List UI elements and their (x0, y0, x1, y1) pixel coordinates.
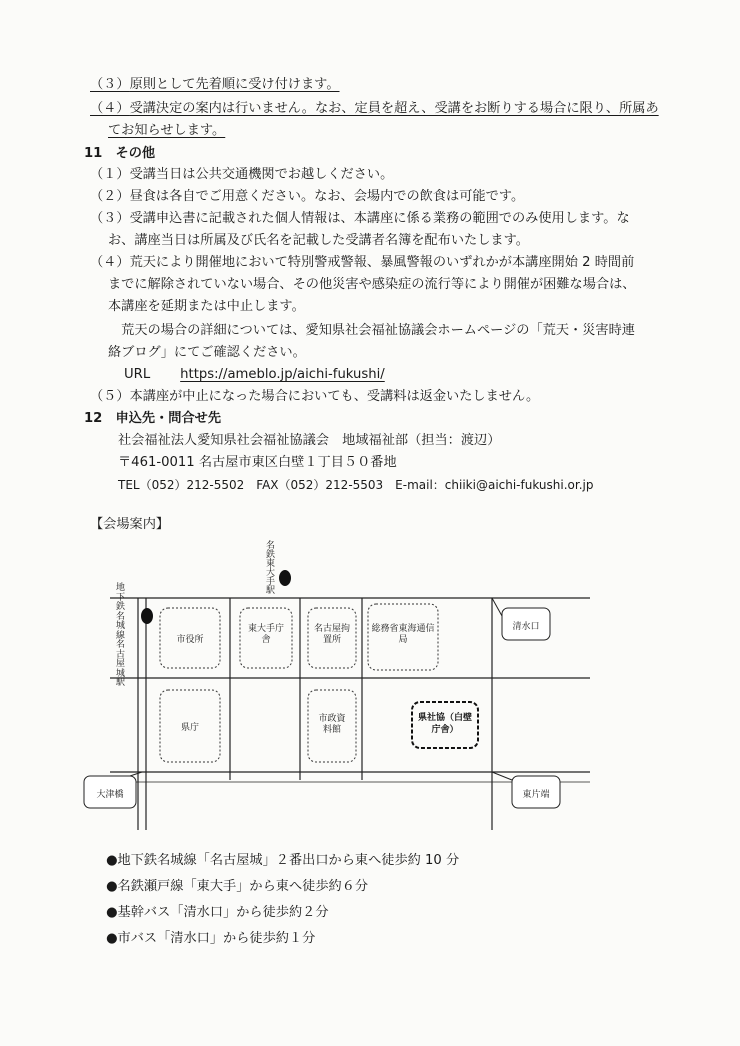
item-text: 荒天により開催地において特別警戒警報、暴風警報のいずれかが本講座開始 2 時間前 (129, 255, 635, 270)
higashikataha-label: 東片端 (522, 790, 550, 800)
blog-url-link[interactable]: https://ameblo.jp/aichi-fukushi/ (180, 367, 385, 382)
item-text: 受講決定の案内は行いません。なお、定員を超え、受講をお断りする場合に限り、所属あ (129, 101, 659, 116)
sec10-item-3 (90, 76, 340, 94)
item-text: 受講当日は公共交通機関でお越しください。 (129, 167, 394, 182)
sec11-item-4-line4: 荒天の場合の詳細については、愛知県社会福祉協議会ホームページの「荒天・災害時連 (108, 323, 635, 338)
soumusho-label: 総務省東海通信局 (371, 624, 435, 645)
map-title: 【会場案内】 (90, 517, 170, 532)
item-text: 本講座が中止になった場合においても、受講料は返金いたしません。 (129, 389, 540, 404)
ootsubashi-label: 大津橋 (96, 790, 124, 800)
sec10-item-4-cont: てお知らせします。 (108, 123, 226, 138)
access-city-bus: ●市バス「清水口」から徒歩約１分 (106, 931, 316, 946)
shimizuguchi-label: 清水口 (512, 622, 540, 632)
shiyakusho-label: 市役所 (176, 635, 204, 645)
item-number: （５） (90, 389, 130, 404)
access-kikan-bus: ●基幹バス「清水口」から徒歩約２分 (106, 905, 329, 920)
subway-station-label: 地下鉄名城線名古屋城駅 (116, 583, 126, 688)
item-text: 原則として先着順に受け付けます。 (129, 77, 340, 92)
higashiote-label: 東大手庁舎 (248, 624, 285, 645)
item-text: 受講申込書に記載された個人情報は、本講座に係る業務の範囲でのみ使用します。な (129, 211, 630, 226)
contact-org: 社会福祉法人愛知県社会福祉協議会 地域福祉部（担当：渡辺） (118, 433, 501, 448)
sec11-item-4 (90, 254, 634, 272)
sec11-item-3 (90, 210, 630, 228)
kenshakyo-label: 県社協（白壁庁舎） (417, 713, 472, 735)
sec11-item-4-line5: 絡ブログ」にてご確認ください。 (108, 345, 306, 360)
meitetsu-station-marker (279, 570, 291, 586)
sec11-item-4-line3: 本講座を延期または中止します。 (108, 299, 305, 314)
sec11-item-1 (90, 166, 393, 184)
meitetsu-station-label: 名鉄東大手駅 (266, 541, 276, 596)
sec11-item-3-line2: お、講座当日は所属及び氏名を記載した受講者名簿を配布いたします。 (108, 233, 529, 248)
contact-details: TEL（052）212-5502 FAX（052）212-5503 E-mail：chiiki@aichi-fukushi.or.jp (118, 478, 594, 492)
sec10-item-4 (90, 100, 659, 118)
item-text: 昼食は各自でご用意ください。なお、会場内での飲食は可能です。 (129, 189, 525, 204)
access-subway: ●地下鉄名城線「名古屋城」２番出口から東へ徒歩約 10 分 (106, 853, 460, 868)
item-number: （１） (90, 167, 130, 182)
item-number: （４） (90, 255, 130, 270)
sec11-item-2 (90, 188, 524, 206)
url-line (124, 366, 385, 384)
section-12-heading: 12 申込先・問合せ先 (84, 411, 222, 426)
item-number: （４） (90, 101, 130, 116)
kochisho-label: 名古屋拘置所 (313, 624, 350, 645)
section-11-heading: 11 その他 (84, 146, 156, 161)
contact-address: 〒461-0011 名古屋市東区白壁１丁目５０番地 (118, 455, 397, 470)
sec11-item-5 (90, 388, 539, 406)
sec11-item-4-line2: までに解除されていない場合、その他災害や感染症の流行等により開催が困難な場合は、 (108, 277, 636, 292)
url-label: URL (124, 367, 151, 382)
kencho-label: 県庁 (180, 723, 199, 733)
item-number: （３） (90, 211, 130, 226)
item-number: （３） (90, 77, 130, 92)
venue-map (80, 540, 640, 840)
access-meitetsu: ●名鉄瀬戸線「東大手」から東へ徒歩約６分 (106, 879, 369, 894)
item-number: （２） (90, 189, 130, 204)
subway-station-marker (141, 608, 153, 624)
shisei-label: 市政資料館 (318, 714, 346, 735)
